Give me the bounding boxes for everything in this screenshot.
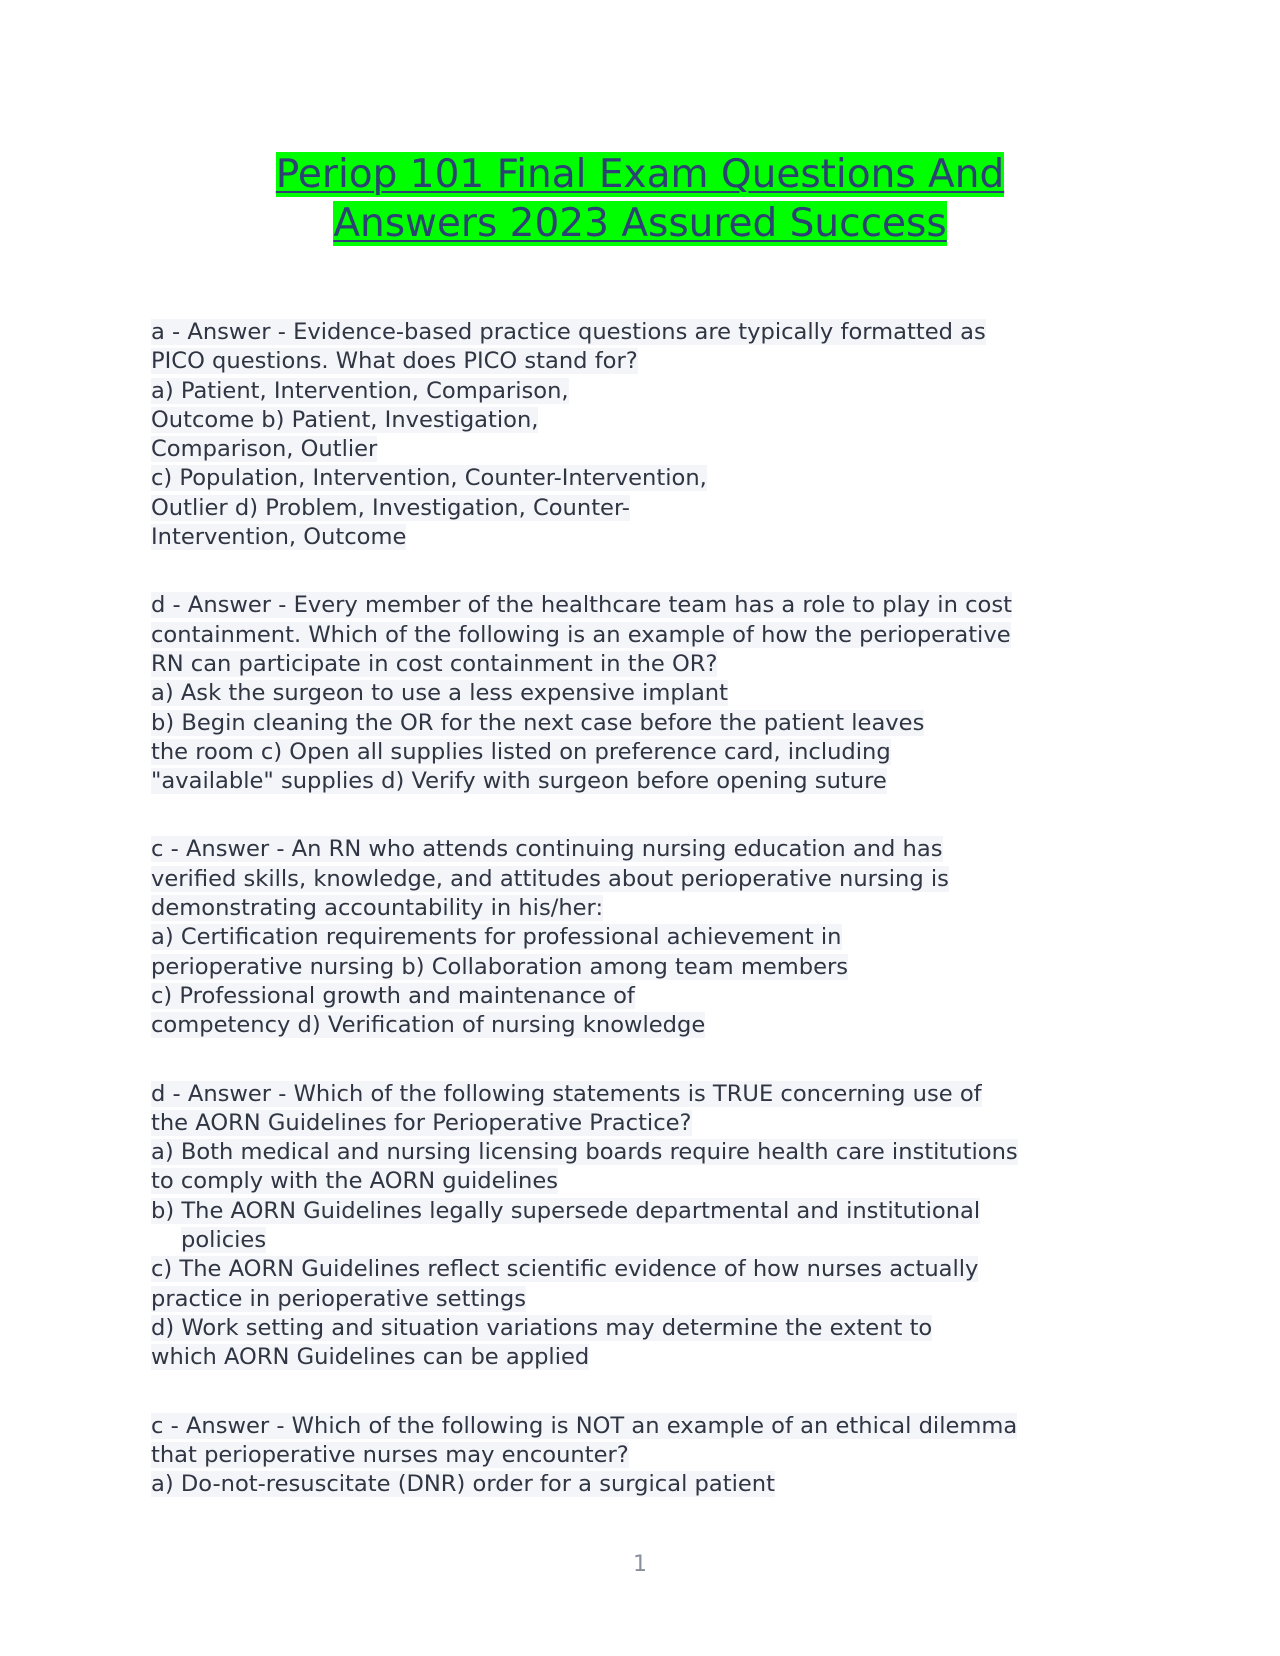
line-text: c) The AORN Guidelines reflect scientific evidence of how nurses actually [151, 1256, 979, 1283]
option-line [151, 1470, 1151, 1499]
document-title [0, 150, 1280, 248]
line-text: a) Patient, Intervention, Comparison, [151, 377, 569, 404]
line-text: c - Answer - An RN who attends continuing nursing education and has [151, 836, 943, 863]
line-text: competency d) Verification of nursing knowledge [151, 1012, 706, 1039]
answer-question-line [151, 1080, 1151, 1109]
option-line [151, 406, 1151, 435]
line-text: the AORN Guidelines for Perioperative Practice? [151, 1109, 692, 1136]
option-line [151, 1011, 1151, 1040]
line-text: Intervention, Outcome [151, 524, 407, 551]
option-line [151, 1167, 1151, 1196]
line-text: that perioperative nurses may encounter? [151, 1441, 629, 1468]
question-block [151, 591, 1151, 796]
line-text: Outcome b) Patient, Investigation, [151, 406, 539, 433]
option-line [151, 1285, 1151, 1314]
option-line [151, 347, 1151, 376]
option-line [151, 1138, 1151, 1167]
option-line [151, 1109, 1151, 1138]
page-number: 1 [633, 1552, 647, 1577]
line-text: verified skills, knowledge, and attitudes about perioperative nursing is [151, 865, 949, 892]
option-line [151, 738, 1151, 767]
question-block [151, 1412, 1151, 1500]
question-block [151, 1080, 1151, 1373]
answer-question-line [151, 835, 1151, 864]
line-text: c) Population, Intervention, Counter-Intervention, [151, 465, 707, 492]
title-line-2[interactable]: Answers 2023 Assured Success [333, 201, 947, 246]
option-line [151, 894, 1151, 923]
line-text: perioperative nursing b) Collaboration among team members [151, 953, 849, 980]
line-text: d - Answer - Which of the following statements is TRUE concerning use of [151, 1080, 982, 1107]
title-line-1[interactable]: Periop 101 Final Exam Questions And [275, 152, 1005, 197]
line-text: c - Answer - Which of the following is NOT an example of an ethical dilemma [151, 1412, 1018, 1439]
line-text: practice in perioperative settings [151, 1285, 527, 1312]
answer-question-line [151, 591, 1151, 620]
line-text: c) Professional growth and maintenance of [151, 982, 635, 1009]
option-line [151, 1226, 1151, 1255]
option-line [151, 982, 1151, 1011]
answer-question-line [151, 1412, 1151, 1441]
option-line [151, 767, 1151, 796]
option-line [151, 1197, 1151, 1226]
option-line [151, 709, 1151, 738]
line-text: d) Work setting and situation variations may determine the extent to [151, 1314, 933, 1341]
question-block [151, 318, 1151, 552]
option-line [151, 435, 1151, 464]
option-line [151, 953, 1151, 982]
line-text: a - Answer - Evidence-based practice questions are typically formatted as [151, 319, 986, 345]
option-line [151, 1343, 1151, 1372]
option-line [151, 679, 1151, 708]
line-text: a) Both medical and nursing licensing boards require health care institutions [151, 1139, 1018, 1166]
line-text: d - Answer - Every member of the healthcare team has a role to play in cost [151, 592, 1012, 619]
option-line [151, 1255, 1151, 1284]
option-line [151, 923, 1151, 952]
line-text: Outlier d) Problem, Investigation, Counter- [151, 494, 630, 521]
line-text: the room c) Open all supplies listed on preference card, including [151, 738, 891, 765]
line-text: policies [181, 1227, 267, 1254]
line-text: RN can participate in cost containment in the OR? [151, 650, 718, 677]
option-line [151, 621, 1151, 650]
option-line [151, 464, 1151, 493]
option-line [151, 865, 1151, 894]
answer-question-line [151, 318, 1151, 347]
line-text: a) Certification requirements for professional achievement in [151, 924, 842, 951]
line-text: "available" supplies d) Verify with surgeon before opening suture [151, 768, 887, 795]
question-block [151, 835, 1151, 1040]
line-text: PICO questions. What does PICO stand for? [151, 348, 638, 375]
option-line [151, 650, 1151, 679]
line-text: to comply with the AORN guidelines [151, 1168, 559, 1195]
line-text: which AORN Guidelines can be applied [151, 1344, 590, 1371]
line-text: containment. Which of the following is an example of how the perioperative [151, 621, 1011, 648]
option-line [151, 523, 1151, 552]
line-text: b) Begin cleaning the OR for the next case before the patient leaves [151, 709, 925, 736]
question-list [151, 318, 1151, 1538]
option-line [151, 1314, 1151, 1343]
line-text: b) The AORN Guidelines legally supersede departmental and institutional [151, 1197, 981, 1224]
option-line [151, 1441, 1151, 1470]
line-text: demonstrating accountability in his/her: [151, 895, 604, 922]
line-text: a) Do-not-resuscitate (DNR) order for a surgical patient [151, 1471, 775, 1498]
option-line [151, 377, 1151, 406]
option-line [151, 494, 1151, 523]
line-text: Comparison, Outlier [151, 436, 378, 463]
line-text: a) Ask the surgeon to use a less expensive implant [151, 680, 728, 707]
